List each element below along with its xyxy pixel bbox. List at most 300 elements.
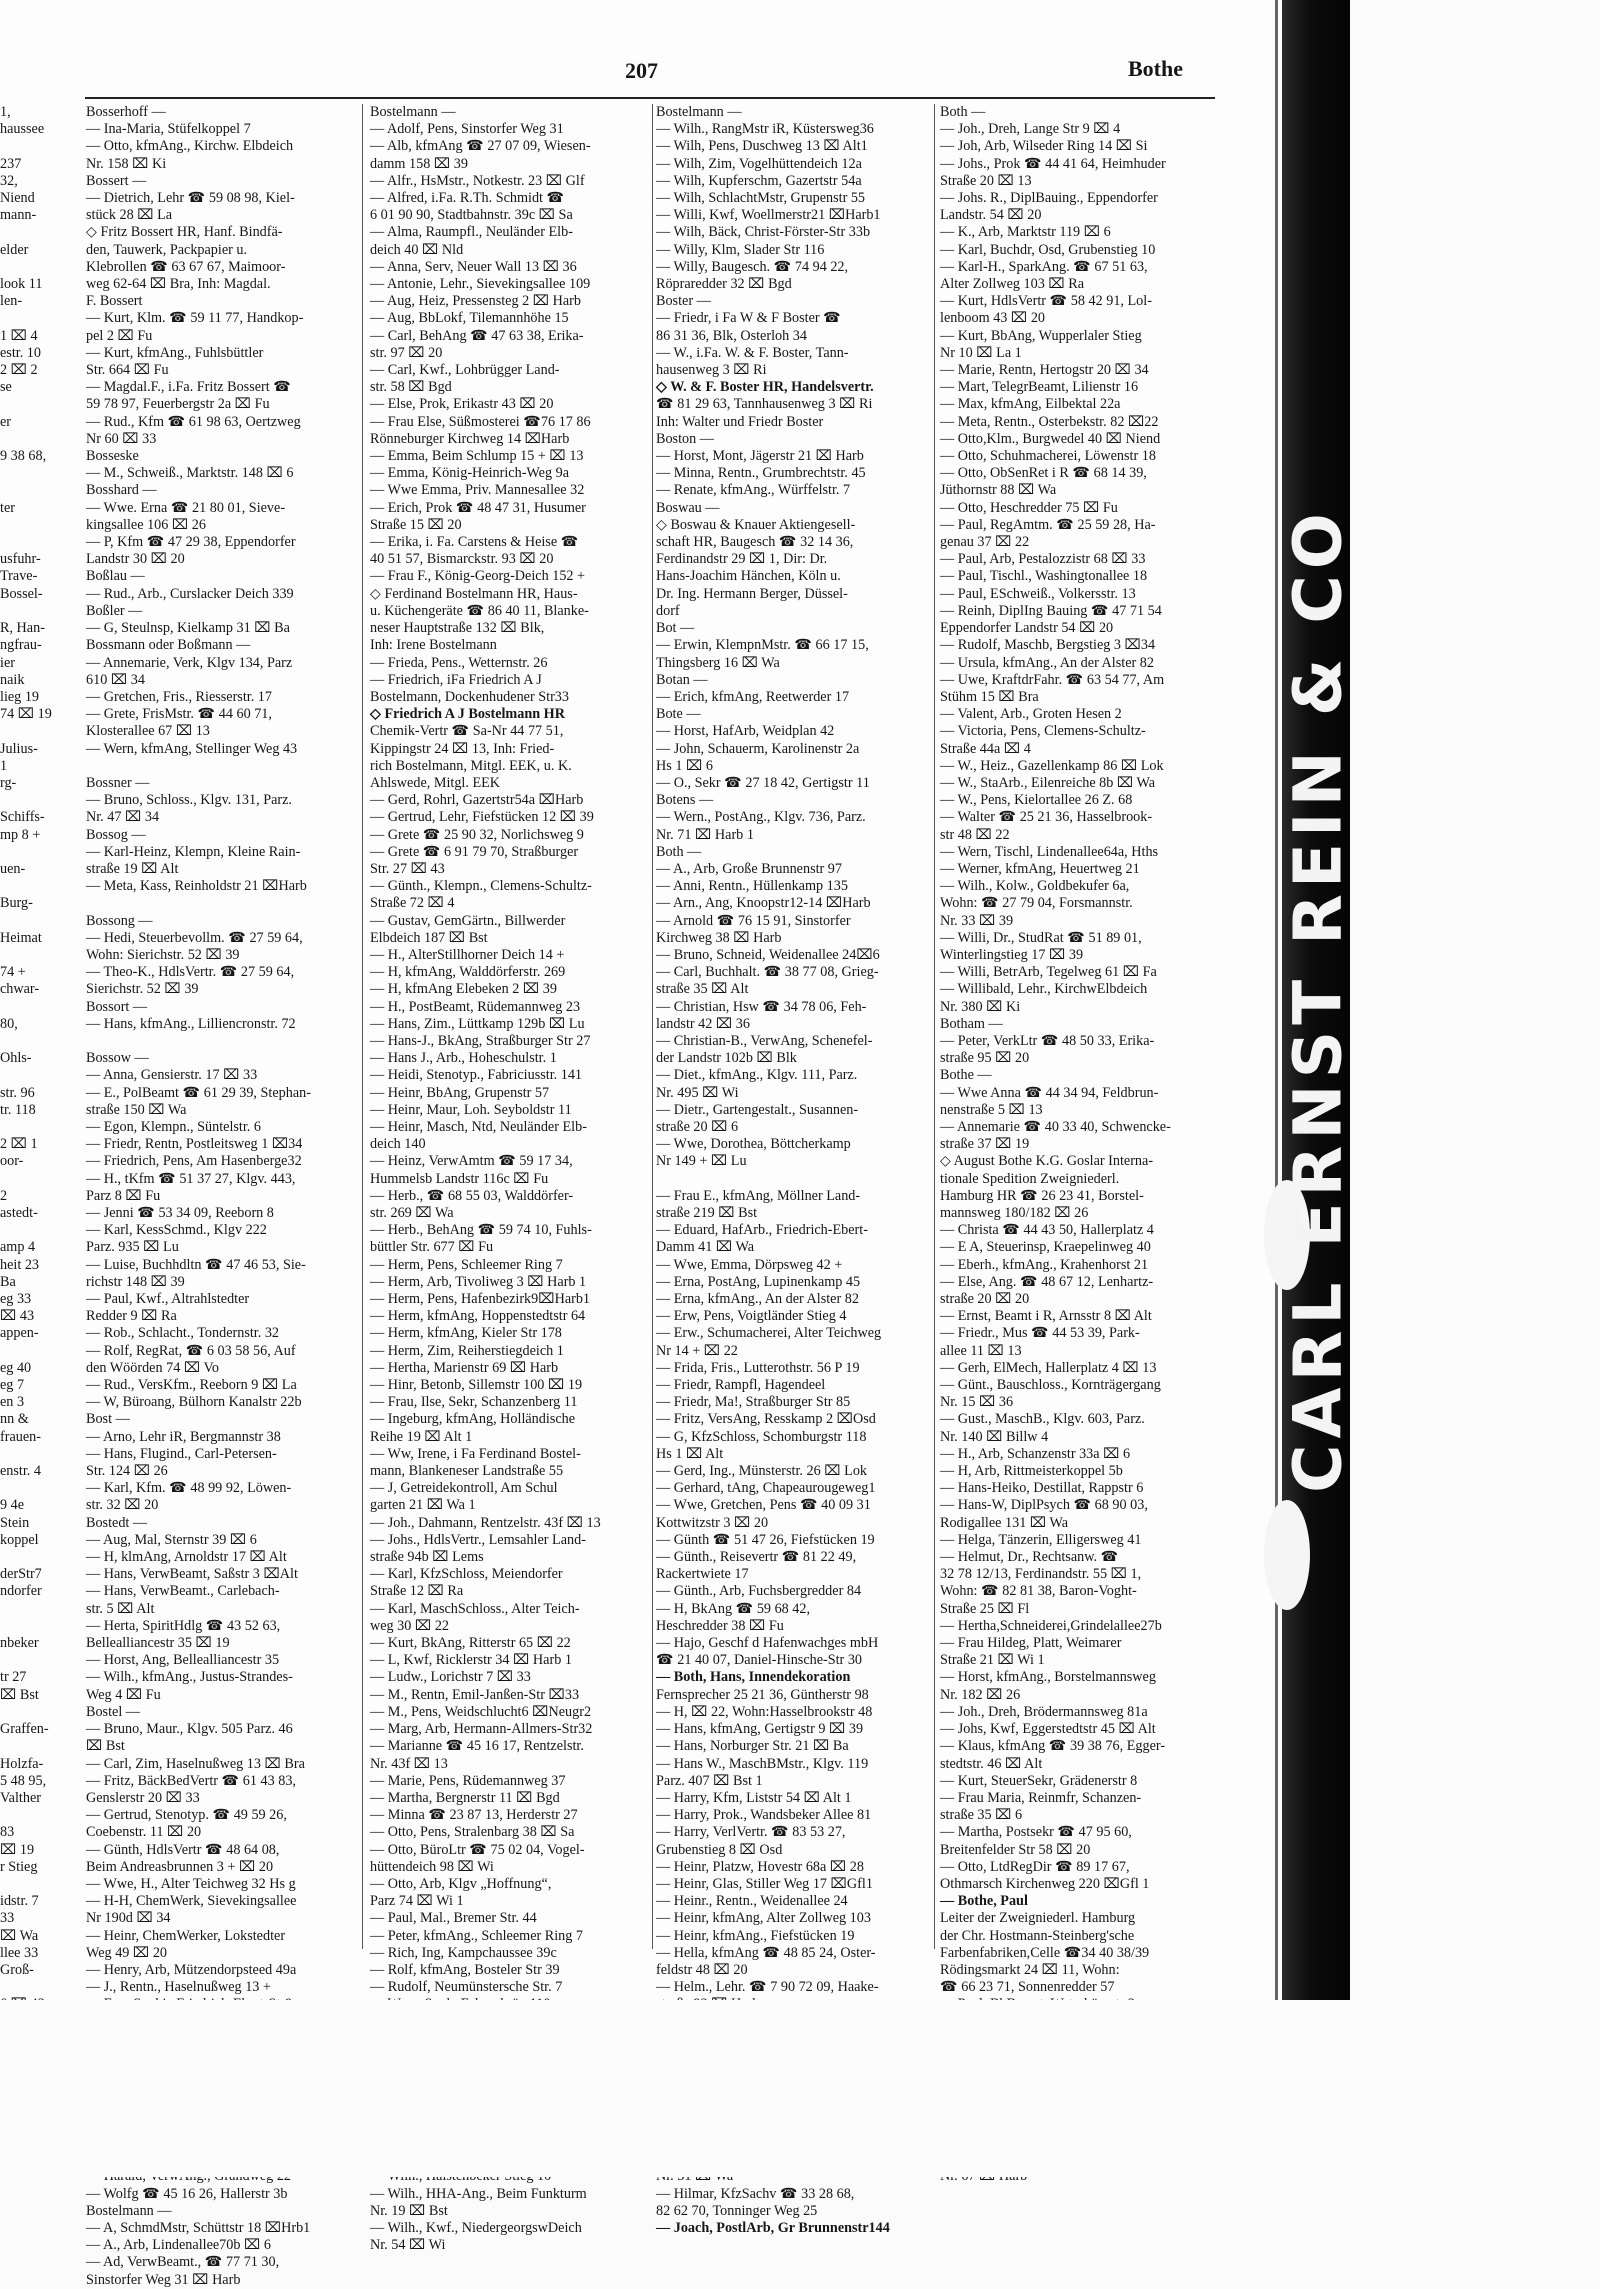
directory-entry-line: — Paul, RegAmtm. ☎ 25 59 28, Ha- (940, 516, 1156, 533)
directory-entry-line: Bossog — (86, 826, 146, 843)
directory-entry-line: F. Bossert (86, 293, 143, 310)
fragment-line (0, 1171, 58, 1188)
directory-entry-line: — Wolfg ☎ 45 16 26, Hallerstr 3b (86, 2185, 288, 2202)
directory-entry-line: — Hans-J., BkAng, Straßburger Str 27 (370, 1032, 591, 1049)
fragment-line: derStr7 (0, 1566, 42, 1583)
directory-entry-line: — Arn., Ang, Knoopstr12-14 ⌧Harb (656, 895, 871, 912)
fragment-line: mp 8 + (0, 826, 41, 843)
directory-entry-line: — Anna, Gensierstr. 17 ⌧ 33 (86, 1067, 258, 1084)
directory-entry-line: Botens — (656, 792, 714, 809)
directory-entry-line: — Victoria, Pens, Clemens-Schultz- (940, 723, 1146, 740)
directory-entry-line: pel 2 ⌧ Fu (86, 327, 153, 344)
directory-entry-line: — Frau Maria, Reinmfr, Schanzen- (940, 1789, 1142, 1806)
directory-entry-line: — Wwe. Erna ☎ 21 80 01, Sieve- (86, 499, 286, 516)
fragment-line: oor- (0, 1153, 24, 1170)
directory-entry-line: str. 32 ⌧ 20 (86, 1497, 159, 1514)
directory-entry-line: str. 5 ⌧ Alt (86, 1600, 155, 1617)
directory-entry-line: Wohn: ☎ 27 79 04, Forsmannstr. (940, 895, 1133, 912)
directory-entry-line: Boßler — (86, 602, 143, 619)
directory-entry-line: — Frau Else, Süßmosterei ☎76 17 86 (370, 413, 591, 430)
directory-entry-line: Hamburg HR ☎ 26 23 41, Borstel- (940, 1187, 1144, 1204)
directory-entry-line: Both — (656, 843, 702, 860)
directory-entry-line: — Valent, Arb., Groten Hesen 2 (940, 706, 1122, 723)
directory-entry-line: — Helm., Lehr. ☎ 7 90 72 09, Haake- (656, 1979, 879, 1996)
fragment-line: eg 40 (0, 1359, 32, 1376)
directory-entry-line: hüttendeich 98 ⌧ Wi (370, 1858, 494, 1875)
fragment-line: 83 (0, 1824, 15, 1841)
directory-entry-line: Nr 10 ⌧ La 1 (940, 344, 1022, 361)
fragment-line: 1 ⌧ 4 (0, 327, 38, 344)
directory-entry-line: — Walter ☎ 25 21 36, Hasselbrook- (940, 809, 1153, 826)
directory-entry-line: Nr 149 + ⌧ Lu (656, 1153, 747, 1170)
fragment-line: Niend (0, 190, 35, 207)
fragment-line (0, 723, 58, 740)
directory-entry-line: — P, Kfm ☎ 47 29 38, Eppendorfer (86, 534, 296, 551)
directory-entry-line: — Erw, Pens, Voigtländer Stieg 4 (656, 1308, 847, 1325)
directory-entry-line: — Hertha, Marienstr 69 ⌧ Harb (370, 1359, 559, 1376)
directory-entry-line: — G, Steulnsp, Kielkamp 31 ⌧ Ba (86, 620, 290, 637)
directory-entry-line: — E A, Steuerinsp, Kraepelinweg 40 (940, 1239, 1151, 1256)
directory-entry-line: — K., Arb, Marktstr 119 ⌧ 6 (940, 224, 1111, 241)
directory-entry-line: Straße 72 ⌧ 4 (370, 895, 455, 912)
directory-entry-line: Nr. 54 ⌧ Wi (370, 2237, 446, 2254)
directory-entry-line: — Marg, Arb, Hermann-Allmers-Str32 (370, 1721, 593, 1738)
directory-entry-line: — Frau, Ilse, Sekr, Schanzenberg 11 (370, 1394, 578, 1411)
directory-entry-line: Wohn: ☎ 82 81 38, Baron-Voght- (940, 1583, 1137, 1600)
directory-entry-line: Straße 25 ⌧ Fl (940, 1600, 1030, 1617)
directory-entry-line: Boßlau — (86, 568, 145, 585)
directory-entry-line: — Anni, Rentn., Hüllenkamp 135 (656, 878, 848, 895)
fragment-line: koppel (0, 1531, 39, 1548)
column-divider (934, 104, 935, 1949)
fragment-line (0, 1119, 58, 1136)
directory-entry-line: stück 28 ⌧ La (86, 207, 173, 224)
directory-entry-line: — Ursula, kfmAng., An der Alster 82 (940, 654, 1154, 671)
directory-entry-line: ☎ 66 23 71, Sonnenredder 57 (940, 1979, 1115, 1996)
directory-entry-line: — Hella, kfmAng ☎ 48 85 24, Oster- (656, 1944, 876, 1961)
directory-entry-line: — Emma, König-Heinrich-Weg 9a (370, 465, 569, 482)
directory-entry-line: Parz 8 ⌧ Fu (86, 1187, 161, 1204)
fragment-line: se (0, 379, 12, 396)
directory-entry-line: 40 51 57, Bismarckstr. 93 ⌧ 20 (370, 551, 554, 568)
directory-entry-line: Othmarsch Kirchenweg 220 ⌧Gfl 1 (940, 1875, 1150, 1892)
fragment-line (0, 517, 58, 534)
directory-entry-line: — Otto, ObSenRet i R ☎ 68 14 39, (940, 465, 1147, 482)
directory-entry-line: — H, Arb, Rittmeisterkoppel 5b (940, 1463, 1123, 1480)
directory-entry-line (86, 1033, 354, 1050)
directory-entry-line: — J, Getreidekontroll, Am Schul (370, 1480, 558, 1497)
directory-entry-line: — Harry, Prok., Wandsbeker Allee 81 (656, 1807, 872, 1824)
fragment-line: Schiffs- (0, 809, 45, 826)
directory-entry-line: straße 19 ⌧ Alt (86, 860, 179, 877)
directory-entry-line: — Rud., VersKfm., Reeborn 9 ⌧ La (86, 1377, 297, 1394)
directory-entry-line: richstr 148 ⌧ 39 (86, 1273, 185, 1290)
fragment-line: haussee (0, 121, 45, 138)
fragment-line: ter (0, 499, 15, 516)
directory-entry-line: Hans-Joachim Hänchen, Köln u. (656, 568, 841, 585)
directory-entry-line: Parz. 407 ⌧ Bst 1 (656, 1772, 763, 1789)
fragment-line: r Stieg (0, 1858, 38, 1875)
directory-entry-line: ◇ Fritz Bossert HR, Hanf. Bindfä- (86, 224, 283, 241)
directory-entry-line: — Anna, Serv, Neuer Wall 13 ⌧ 36 (370, 258, 577, 275)
fragment-line (0, 1979, 58, 1996)
directory-entry-line: — Uwe, KraftdrFahr. ☎ 63 54 77, Am (940, 671, 1165, 688)
fragment-line (0, 913, 58, 930)
directory-entry-line: — Frau E., kfmAng, Möllner Land- (656, 1187, 861, 1204)
fragment-line (0, 138, 58, 155)
directory-entry-line: — Otto, Heschredder 75 ⌧ Fu (940, 499, 1118, 516)
fragment-line (0, 1222, 58, 1239)
directory-entry-line: — Erich, Prok ☎ 48 47 31, Husumer (370, 499, 586, 516)
directory-entry-line: — Gerh, ElMech, Hallerplatz 4 ⌧ 13 (940, 1359, 1157, 1376)
directory-entry-line: — Kurt, SteuerSekr, Grädenerstr 8 (940, 1772, 1138, 1789)
directory-entry-line: — Horst, kfmAng., Borstelmannsweg (940, 1669, 1156, 1686)
directory-entry-line: — Mart, TelegrBeamt, Lilienstr 16 (940, 379, 1139, 396)
directory-entry-line: — Willi, BetrArb, Tegelweg 61 ⌧ Fa (940, 964, 1157, 981)
directory-entry-line: feldstr 48 ⌧ 20 (656, 1961, 748, 1978)
directory-entry-line: — Hinr, Betonb, Sillemstr 100 ⌧ 19 (370, 1377, 583, 1394)
directory-entry-line: Inh: Irene Bostelmann (370, 637, 497, 654)
fragment-line (0, 792, 58, 809)
fragment-line: len- (0, 293, 23, 310)
fragment-line: Trave- (0, 568, 38, 585)
directory-entry-line: 32 78 12/13, Ferdinandstr. 55 ⌧ 1, (940, 1566, 1142, 1583)
directory-entry-line: — Egon, Klempn., Süntelstr. 6 (86, 1118, 261, 1135)
directory-entry-line: — Herm, Pens, Hafenbezirk9⌧Harb1 (370, 1291, 591, 1308)
fragment-line (0, 431, 58, 448)
page-number: 207 (625, 58, 658, 83)
directory-entry-line: — Joh., Dreh, Lange Str 9 ⌧ 4 (940, 121, 1121, 138)
directory-entry-line: — Johs., HdlsVertr., Lemsahler Land- (370, 1531, 586, 1548)
directory-entry-line: — Heinr, Masch, Ntd, Neuländer Elb- (370, 1118, 587, 1135)
advertising-banner-text: CARL ERNST REIN & CO (1279, 507, 1357, 1493)
directory-entry-line: Nr. 380 ⌧ Ki (940, 998, 1021, 1015)
fragment-line: ⌧ 43 (0, 1308, 35, 1325)
directory-entry-line: Damm 41 ⌧ Wa (656, 1239, 755, 1256)
directory-entry-line: Landstr. 54 ⌧ 20 (940, 207, 1042, 224)
directory-entry-line: damm 158 ⌧ 39 (370, 155, 468, 172)
fragment-line: tr 27 (0, 1669, 27, 1686)
directory-entry-line: — Wwe, H., Alter Teichweg 32 Hs g (86, 1875, 296, 1892)
fragment-line (0, 603, 58, 620)
directory-entry-line: — Aug, Mal, Sternstr 39 ⌧ 6 (86, 1531, 257, 1548)
fragment-line: appen- (0, 1325, 39, 1342)
directory-entry-line: — Helga, Tänzerin, Elligersweg 41 (940, 1531, 1142, 1548)
directory-entry-line: — Wern, kfmAng, Stellinger Weg 43 (86, 740, 298, 757)
directory-entry-line: — Wilh., Kwf., NiedergeorgswDeich (370, 2219, 582, 2236)
directory-entry-line: — Heinr., Rentn., Weidenallee 24 (656, 1893, 848, 1910)
directory-entry-line: ◇ Boswau & Knauer Aktiengesell- (656, 516, 856, 533)
directory-entry-line: — H., Arb, Schanzenstr 33a ⌧ 6 (940, 1445, 1131, 1462)
directory-entry-line: Parz. 935 ⌧ Lu (86, 1239, 179, 1256)
directory-entry-line: — Wilh., Kolw., Goldbekufer 6a, (940, 878, 1130, 895)
directory-entry-line: — Otto, kfmAng., Kirchw. Elbdeich (86, 138, 294, 155)
directory-entry-line: — Rudolf, Maschb, Bergstieg 3 ⌧34 (940, 637, 1156, 654)
directory-entry-line: — Christian, Hsw ☎ 34 78 06, Feh- (656, 998, 867, 1015)
fragment-line (0, 482, 58, 499)
directory-entry-line: — Klaus, kfmAng ☎ 39 38 76, Egger- (940, 1738, 1166, 1755)
directory-entry-line: ◇ W. & F. Boster HR, Handelsvertr. (656, 379, 874, 396)
fragment-line: llee 33 (0, 1944, 39, 1961)
directory-entry-line: — Emma, Beim Schlump 15 + ⌧ 13 (370, 448, 584, 465)
directory-entry-line: — Johs., Prok ☎ 44 41 64, Heimhuder (940, 155, 1166, 172)
directory-entry-line: — J., Rentn., Haselnußweg 13 + (86, 1979, 271, 1996)
directory-entry-line: — Ernst, Beamt i R, Arnsstr 8 ⌧ Alt (940, 1308, 1152, 1325)
directory-entry-line: — Wilh, Kupferschm, Gazertstr 54a (656, 172, 862, 189)
fragment-line (0, 310, 58, 327)
scan-margin (0, 2000, 1600, 2177)
directory-entry-line: Jüthornstr 88 ⌧ Wa (940, 482, 1057, 499)
directory-entry-line: — Heinz, VerwAmtm ☎ 59 17 34, (370, 1153, 573, 1170)
fragment-line (0, 947, 58, 964)
directory-entry-line: — Friedr., Mus ☎ 44 53 39, Park- (940, 1325, 1140, 1342)
directory-entry-line: — H., AlterStillhorner Deich 14 + (370, 946, 565, 963)
directory-entry-line: — Horst, Mont, Jägerstr 21 ⌧ Harb (656, 448, 864, 465)
fragment-line: heit 23 (0, 1256, 40, 1273)
directory-entry-line: — Marie, Rentn, Hertogstr 20 ⌧ 34 (940, 362, 1149, 379)
directory-entry-line: — Harry, Kfm, Liststr 54 ⌧ Alt 1 (656, 1789, 852, 1806)
fragment-line (0, 999, 58, 1016)
directory-entry-line: — Heinr, kfmAng., Fiefstücken 19 (656, 1927, 855, 1944)
fragment-line (0, 465, 58, 482)
directory-entry-line: — Hans W., MaschBMstr., Klgv. 119 (656, 1755, 869, 1772)
directory-entry-line: — Bruno, Schneid, Weidenallee 24⌧6 (656, 946, 880, 963)
fragment-line: 5 48 95, (0, 1772, 47, 1789)
directory-entry-line: 82 62 70, Tonninger Weg 25 (656, 2202, 818, 2219)
directory-entry-line: — Otto, Pens, Stralenbarg 38 ⌧ Sa (370, 1824, 575, 1841)
directory-entry-line: Straße 12 ⌧ Ra (370, 1583, 464, 1600)
directory-entry-line: Ahlswede, Mitgl. EEK (370, 774, 501, 791)
directory-entry-line: — Heinr, Platzw, Hovestr 68a ⌧ 28 (656, 1858, 864, 1875)
directory-entry-line: — H, ⌧ 22, Wohn:Hasselbrookstr 48 (656, 1703, 873, 1720)
directory-entry-line: — Gerd, Ing., Münsterstr. 26 ⌧ Lok (656, 1463, 868, 1480)
directory-entry-line: — H-H, ChemWerk, Sievekingsallee (86, 1893, 297, 1910)
directory-entry-line: Stühm 15 ⌧ Bra (940, 688, 1039, 705)
directory-entry-line: — Johs, Kwf, Eggerstedtstr 45 ⌧ Alt (940, 1721, 1156, 1738)
fragment-line: Bossel- (0, 585, 43, 602)
directory-entry-line: — Else, Prok, Erikastr 43 ⌧ 20 (370, 396, 554, 413)
directory-entry-line: — Horst, Ang, Bellealliancestr 35 (86, 1652, 280, 1669)
directory-entry-line: Bostelmann — (370, 104, 456, 120)
directory-entry-line: — Herm, Arb, Tivoliweg 3 ⌧ Harb 1 (370, 1273, 587, 1290)
directory-entry-line: — H, klmAng, Arnoldstr 17 ⌧ Alt (86, 1549, 287, 1566)
directory-entry-line: — Hans, Flugind., Carl-Petersen- (86, 1445, 277, 1462)
directory-entry-line: Elbdeich 187 ⌧ Bst (370, 929, 488, 946)
fragment-line: ⌧ Wa (0, 1927, 39, 1944)
fragment-line (0, 1618, 58, 1635)
fragment-line: look 11 (0, 276, 43, 293)
header-catchword: Bothe (1128, 56, 1183, 81)
directory-entry-line: — Willi, Dr., StudRat ☎ 51 89 01, (940, 929, 1142, 946)
directory-entry-line: Bostedt — (86, 1514, 148, 1531)
fragment-line: Holzfa- (0, 1755, 44, 1772)
fragment-line: en 3 (0, 1394, 25, 1411)
directory-entry-line: straße 20 ⌧ 20 (940, 1291, 1030, 1308)
directory-entry-line: — Willy, Klm, Slader Str 116 (656, 241, 825, 258)
directory-entry-line: — Herm, kfmAng, Kieler Str 178 (370, 1325, 562, 1342)
fragment-line: Burg- (0, 895, 33, 912)
directory-entry-line: — Hans, Norburger Str. 21 ⌧ Ba (656, 1738, 849, 1755)
directory-entry-line: — Wwe, Gretchen, Pens ☎ 40 09 31 (656, 1497, 871, 1514)
directory-entry-line: deich 140 (370, 1136, 426, 1153)
directory-entry-line: — Erika, i. Fa. Carstens & Heise ☎ (370, 534, 579, 551)
directory-entry-line: Nr. 71 ⌧ Harb 1 (656, 826, 754, 843)
directory-entry-line: — Luise, Buchhdltn ☎ 47 46 53, Sie- (86, 1256, 306, 1273)
directory-entry-line: — Gretchen, Fris., Riesserstr. 17 (86, 688, 272, 705)
directory-entry-line: rich Bostelmann, Mitgl. EEK, u. K. (370, 757, 572, 774)
directory-entry-line: Bossow — (86, 1050, 149, 1067)
directory-entry-line: — Ww, Irene, i Fa Ferdinand Bostel- (370, 1445, 581, 1462)
directory-entry-line: — Minna ☎ 23 87 13, Herderstr 27 (370, 1807, 578, 1824)
directory-entry-line: — Carl, Zim, Haselnußweg 13 ⌧ Bra (86, 1755, 305, 1772)
directory-entry-line: — Kurt, Klm. ☎ 59 11 77, Handkop- (86, 310, 304, 327)
directory-entry-line: — L, Kwf, Ricklerstr 34 ⌧ Harb 1 (370, 1652, 572, 1669)
directory-entry-line: — W., i.Fa. W. & F. Boster, Tann- (656, 344, 849, 361)
directory-entry-line: Nr. 33 ⌧ 39 (940, 912, 1014, 929)
directory-entry-line: — Gertrud, Lehr, Fiefstücken 12 ⌧ 39 (370, 809, 594, 826)
directory-entry-line: — A., Arb, Lindenallee70b ⌧ 6 (86, 2237, 271, 2254)
directory-entry-line: — Adolf, Pens, Sinstorfer Weg 31 (370, 121, 564, 138)
directory-entry-line: Boston — (656, 430, 714, 447)
directory-entry-line: — Reinh, DiplIng Bauing ☎ 47 71 54 (940, 602, 1162, 619)
directory-entry-line: — Gerhard, tAng, Chapeaurougeweg1 (656, 1480, 876, 1497)
fragment-line: usfuhr- (0, 551, 41, 568)
directory-entry-line: — Friedrich, Pens, Am Hasenberge32 (86, 1153, 302, 1170)
directory-entry-line: Str. 664 ⌧ Fu (86, 362, 169, 379)
directory-entry-line: — Wwe, Dorothea, Böttcherkamp (656, 1136, 851, 1153)
fragment-line: Stein (0, 1514, 30, 1531)
directory-entry-line: 86 31 36, Blk, Osterloh 34 (656, 327, 807, 344)
directory-entry-line: — Ingeburg, kfmAng, Holländische (370, 1411, 576, 1428)
directory-entry-line: dorf (656, 602, 680, 619)
directory-entry-line: — Paul, Arb, Pestalozzistr 68 ⌧ 33 (940, 551, 1146, 568)
fragment-line: Heimat (0, 929, 42, 946)
directory-entry-line: — Grete ☎ 25 90 32, Norlichsweg 9 (370, 826, 584, 843)
directory-entry-line: Straße 15 ⌧ 20 (370, 516, 462, 533)
directory-entry-line: — Wern, Tischl, Lindenallee64a, Hths (940, 843, 1159, 860)
directory-entry-line: neser Hauptstraße 132 ⌧ Blk, (370, 620, 545, 637)
directory-entry-line: Bosserhoff — (86, 104, 166, 120)
directory-entry-line: Both — (940, 104, 986, 120)
directory-entry-line: — Frau F., König-Georg-Deich 152 + (370, 568, 586, 585)
fragment-line: 9 4e (0, 1497, 25, 1514)
fragment-line: Groß- (0, 1961, 34, 1978)
fragment-line (0, 396, 58, 413)
directory-entry-line: Botham — (940, 1015, 1003, 1032)
directory-entry-line: Alter Zollweg 103 ⌧ Ra (940, 276, 1085, 293)
directory-entry-line: — Karl, Kfm. ☎ 48 99 92, Löwen- (86, 1480, 292, 1497)
directory-entry-line: Boswau — (656, 499, 720, 516)
directory-entry-line: Dr. Ing. Hermann Berger, Düssel- (656, 585, 848, 602)
directory-entry-line: Nr. 182 ⌧ 26 (940, 1686, 1021, 1703)
directory-entry-line: — Alfred, i.Fa. R.Th. Schmidt ☎ (370, 190, 565, 207)
directory-entry-line: str. 58 ⌧ Bgd (370, 379, 452, 396)
header-rule (85, 97, 1215, 99)
directory-entry-line: ◇ Ferdinand Bostelmann HR, Haus- (370, 585, 578, 602)
directory-entry-line: — W., StaArb., Eilenreiche 8b ⌧ Wa (940, 774, 1156, 791)
directory-entry-line: Kippingstr 24 ⌧ 13, Inh: Fried- (370, 740, 555, 757)
directory-entry-line: — M., Schweiß., Marktstr. 148 ⌧ 6 (86, 465, 294, 482)
directory-entry-line: — Gerd, Rohrl, Gazertstr54a ⌧Harb (370, 792, 584, 809)
directory-entry-line: — Hajo, Geschf d Hafenwachges mbH (656, 1635, 879, 1652)
fragment-line (0, 259, 58, 276)
fragment-line: frauen- (0, 1428, 41, 1445)
directory-entry-line: Rodigallee 131 ⌧ Wa (940, 1514, 1069, 1531)
fragment-line (0, 534, 58, 551)
directory-entry-line: Hs 1 ⌧ Alt (656, 1445, 724, 1462)
directory-entry-line: — Antonie, Lehr., Sievekingsallee 109 (370, 276, 591, 293)
fragment-line (0, 1652, 58, 1669)
directory-entry-line: — Hertha,Schneiderei,Grindelallee27b (940, 1617, 1162, 1634)
fragment-line (0, 1549, 58, 1566)
fragment-line (0, 844, 58, 861)
fragment-line (0, 224, 58, 241)
directory-entry-line: Bostelmann — (86, 2202, 172, 2219)
fragment-line: Graffen- (0, 1721, 49, 1738)
directory-entry-line: Nr 14 + ⌧ 22 (656, 1342, 738, 1359)
directory-entry-line: — Kurt, BkAng, Ritterstr 65 ⌧ 22 (370, 1635, 571, 1652)
directory-entry-line: — Helmut, Dr., Rechtsanw. ☎ (940, 1549, 1119, 1566)
directory-entry-line: Nr. 158 ⌧ Ki (86, 155, 167, 172)
directory-entry-line: Bot — (656, 620, 695, 637)
directory-entry-line: — Otto, LtdRegDir ☎ 89 17 67, (940, 1858, 1130, 1875)
fragment-line: 1 (0, 757, 8, 774)
directory-entry-line: — Herm, Zim, Reiherstiegdeich 1 (370, 1342, 564, 1359)
fragment-line (0, 1033, 58, 1050)
directory-entry-line: Thingsberg 16 ⌧ Wa (656, 654, 780, 671)
directory-entry-line: 610 ⌧ 34 (86, 671, 145, 688)
directory-entry-line: — Marie, Pens, Rüdemannweg 37 (370, 1772, 566, 1789)
directory-entry-line: — Annemarie, Verk, Klgv 134, Parz (86, 654, 293, 671)
directory-entry-line: — Rud., Arb., Curslacker Deich 339 (86, 585, 294, 602)
directory-entry-line: straße 95 ⌧ 20 (940, 1050, 1030, 1067)
directory-entry-line: — Theo-K., HdlsVertr. ☎ 27 59 64, (86, 964, 295, 981)
directory-entry-line: garten 21 ⌧ Wa 1 (370, 1497, 476, 1514)
directory-entry-line: — Wilh., RangMstr iR, Küstersweg36 (656, 121, 874, 138)
directory-entry-line: — Carl, BehAng ☎ 47 63 38, Erika- (370, 327, 584, 344)
directory-entry-line: der Chr. Hostmann-Steinberg'sche (940, 1927, 1135, 1944)
fragment-line (0, 1738, 58, 1755)
directory-entry-line: — A, SchmdMstr, Schüttstr 18 ⌧Hrb1 (86, 2219, 311, 2236)
column-2 (370, 104, 652, 2254)
fragment-line: 33 (0, 1910, 15, 1927)
directory-entry-line: — Heinr, Maur, Loh. Seyboldstr 11 (370, 1101, 572, 1118)
fragment-line: Valther (0, 1789, 41, 1806)
directory-entry-line: Boster — (656, 293, 711, 310)
fragment-line: estr. 10 (0, 344, 41, 361)
directory-entry-line: — Hans, kfmAng, Gertigstr 9 ⌧ 39 (656, 1721, 864, 1738)
directory-entry-line: — Peter, kfmAng., Schleemer Ring 7 (370, 1927, 583, 1944)
directory-entry-line: — Otto, BüroLtr ☎ 75 02 04, Vogel- (370, 1841, 585, 1858)
directory-entry-line: straße 35 ⌧ Alt (656, 981, 749, 998)
directory-entry-line: — Karl, Buchdr, Osd, Grubenstieg 10 (940, 241, 1156, 258)
directory-entry-line: Röpraredder 32 ⌧ Bgd (656, 276, 792, 293)
directory-entry-line: — H, kfmAng, Walddörferstr. 269 (370, 964, 566, 981)
fragment-line: chwar- (0, 981, 40, 998)
directory-entry-line: — Rolf, RegRat, ☎ 6 03 58 56, Auf (86, 1342, 296, 1359)
directory-entry-line: — Renate, kfmAng., Würffelstr. 7 (656, 482, 851, 499)
directory-entry-line: — Both, Hans, Innendekoration (656, 1669, 851, 1686)
fragment-line: eg 33 (0, 1291, 32, 1308)
directory-entry-line: Nr. 47 ⌧ 34 (86, 809, 160, 826)
directory-entry-line: Bostelmann — (656, 104, 742, 120)
directory-entry-line: straße 20 ⌧ 6 (656, 1118, 739, 1135)
directory-entry-line: weg 62-64 ⌧ Bra, Inh: Magdal. (86, 276, 271, 293)
directory-entry-line: — Paul, Mal., Bremer Str. 44 (370, 1910, 537, 1927)
directory-entry-line: Sierichstr. 52 ⌧ 39 (86, 981, 199, 998)
directory-entry-line: u. Küchengeräte ☎ 86 40 11, Blanke- (370, 602, 589, 619)
directory-entry-line: genau 37 ⌧ 22 (940, 534, 1030, 551)
